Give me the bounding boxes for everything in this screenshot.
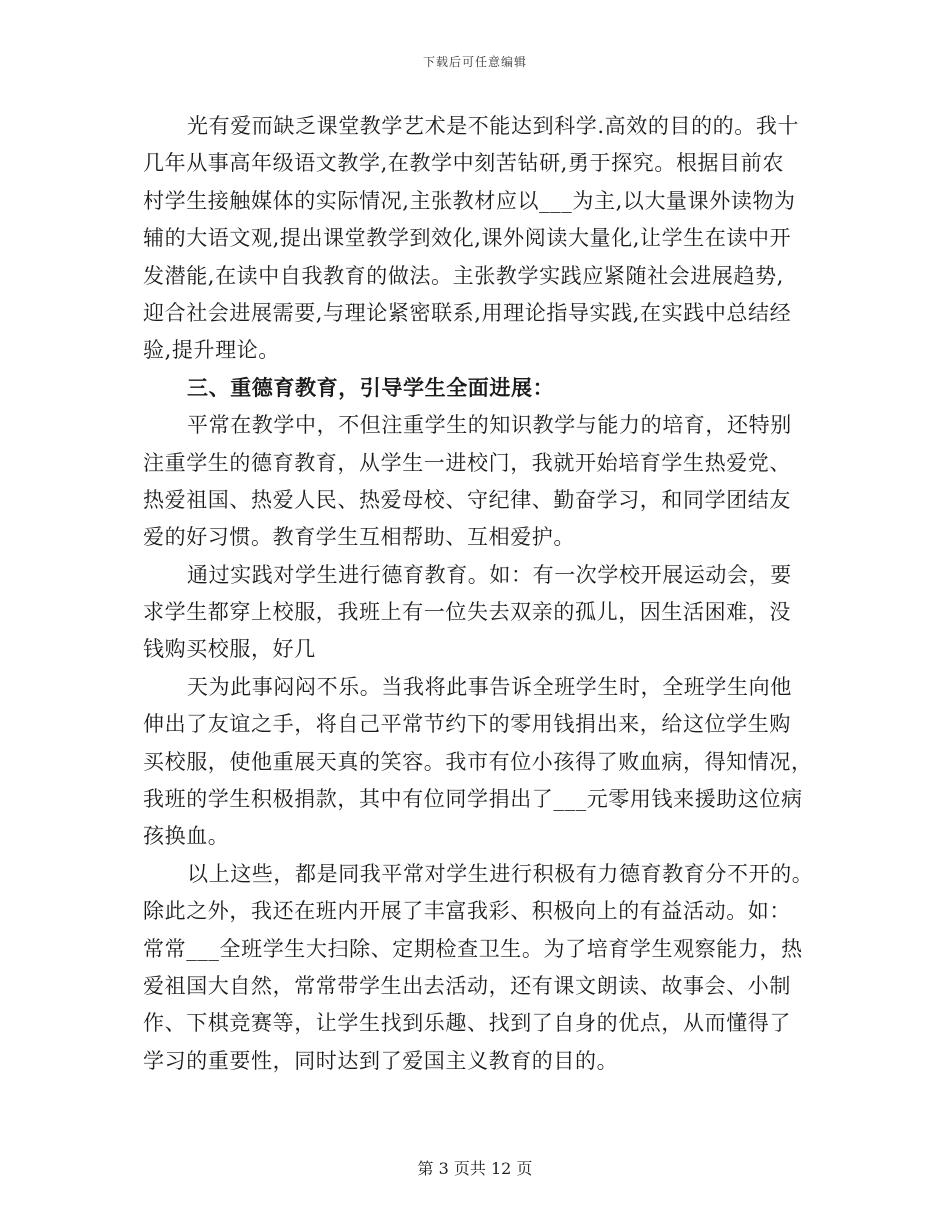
document-body [143, 108, 814, 1080]
paragraph-line: 几年从事高年级语文教学,在教学中刻苦钻研,勇于探究。根据目前农 [143, 151, 784, 176]
paragraph-line: 平常在教学中，不但注重学生的知识教学与能力的培育，还特别 [187, 413, 792, 438]
paragraph-line: 爱祖国大自然，常常带学生出去活动，还有课文朗读、故事会、小制 [143, 973, 791, 998]
paragraph-line: 通过实践对学生进行德育教育。如：有一次学校开展运动会，要 [187, 562, 792, 587]
paragraph-line: 村学生接触媒体的实际情况,主张教材应以___为主,以大量课外读物为 [143, 188, 796, 213]
paragraph-line: 求学生都穿上校服，我班上有一位失去双亲的孤儿，因生活困难，没 [143, 600, 791, 625]
section-heading: 三、重德育教育，引导学生全面进展： [187, 375, 555, 400]
paragraph-line: 天为此事闷闷不乐。当我将此事告诉全班学生时，全班学生向他 [187, 674, 792, 699]
page-footer: 第 3 页共 12 页 [417, 1159, 533, 1178]
paragraph-line: 学习的重要性，同时达到了爱国主义教育的目的。 [143, 1048, 619, 1073]
paragraph-line: 常常___全班学生大扫除、定期检查卫生。为了培育学生观察能力，热 [143, 936, 803, 961]
paragraph-line: 热爱祖国、热爱人民、热爱母校、守纪律、勤奋学习，和同学团结友 [143, 487, 791, 512]
paragraph-line: 爱的好习惯。教育学生互相帮助、互相爱护。 [143, 525, 575, 550]
paragraph-line: 以上这些，都是同我平常对学生进行积极有力德育教育分不开的。 [187, 861, 814, 886]
paragraph-line: 除此之外，我还在班内开展了丰富我彩、积极向上的有益活动。如： [143, 899, 791, 924]
paragraph-line: 钱购买校服，好几 [143, 637, 316, 662]
paragraph-line: 迎合社会进展需要,与理论紧密联系,用理论指导实践,在实践中总结经 [143, 300, 792, 325]
paragraph-line: 注重学生的德育教育，从学生一进校门，我就开始培育学生热爱党、 [143, 450, 791, 475]
paragraph-line: 孩换血。 [143, 824, 230, 849]
paragraph-line: 我班的学生积极捐款，其中有位同学捐出了___元零用钱来援助这位病 [143, 787, 803, 812]
paragraph-line: 伸出了友谊之手，将自己平常节约下的零用钱捐出来，给这位学生购 [143, 712, 791, 737]
paragraph-line: 作、下棋竞赛等，让学生找到乐趣、找到了自身的优点，从而懂得了 [143, 1011, 791, 1036]
paragraph-line: 辅的大语文观,提出课堂教学到效化,课外阅读大量化,让学生在读中开 [143, 226, 792, 251]
page-header: 下载后可任意编辑 [422, 55, 527, 69]
paragraph-line: 光有爱而缺乏课堂教学艺术是不能达到科学.高效的目的的。我十 [187, 114, 800, 138]
paragraph-line: 买校服，使他重展天真的笑容。我市有位小孩得了败血病，得知情况， [143, 749, 813, 774]
paragraph-line: 验,提升理论。 [143, 338, 280, 363]
paragraph-line: 发潜能,在读中自我教育的做法。主张教学实践应紧随社会进展趋势, [143, 263, 784, 288]
